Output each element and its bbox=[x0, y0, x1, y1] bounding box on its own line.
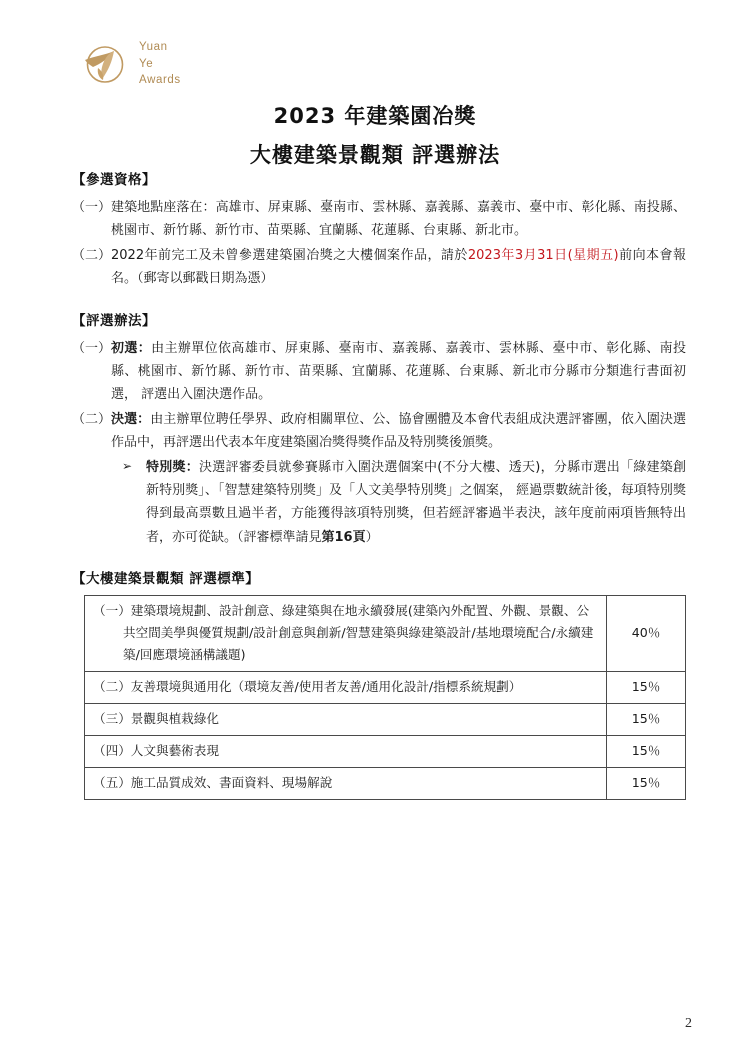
eligibility-deadline-date: 2023年3月31日(星期五) bbox=[467, 248, 619, 264]
special-award-label: 特別獎： bbox=[146, 460, 199, 476]
eligibility-item-2-text-before: 2022年前完工及未曾參選建築園冶獎之大樓個案作品，請於 bbox=[111, 248, 468, 264]
criteria-row-5-weight: 15％ bbox=[607, 767, 686, 799]
eligibility-item-2 bbox=[72, 244, 686, 290]
section-heading-criteria: 【大樓建築景觀類 評選標準】 bbox=[72, 570, 260, 587]
document-body bbox=[72, 168, 686, 800]
method-item-2-description: 由主辦單位聘任學界、政府相關單位、公、協會團體及本會代表組成決選評審團，依入圍決選作品中，再評選出代表本年度建築園冶獎得獎作品及特別獎後頒獎。 bbox=[111, 411, 686, 450]
yuan-ye-awards-emblem-icon bbox=[78, 38, 130, 90]
eligibility-item-1 bbox=[72, 196, 686, 242]
criteria-row-2-text: 友善環境與通用化（環境友善/使用者友善/通用化設計/指標系統規劃） bbox=[130, 678, 522, 694]
criteria-row-1-text: 建築環境規劃、設計創意、綠建築與在地永續發展(建築內外配置、外觀、景觀、公共空間美學與優質規劃/設計創意與創新/智慧建築與綠建築設計/基地環境配合/永續建築/回應環境涵構議題) bbox=[123, 602, 594, 662]
criteria-row-3-text: 景觀與植栽綠化 bbox=[130, 710, 219, 726]
method-item-1-text bbox=[111, 337, 686, 406]
criteria-row-4-description bbox=[85, 735, 607, 767]
criteria-row-1-description bbox=[85, 595, 607, 671]
eligibility-item-1-text: 建築地點座落在：高雄市、屏東縣、臺南市、雲林縣、嘉義縣、嘉義市、臺中市、彰化縣、南投縣、桃園市、新竹縣、新竹市、苗栗縣、宜蘭縣、花蓮縣、台東縣、新北市。 bbox=[111, 200, 686, 239]
criteria-row-4-text: 人文與藝術表現 bbox=[130, 742, 219, 758]
criteria-row-3-marker: （三） bbox=[93, 710, 131, 726]
criteria-row-5-description bbox=[85, 767, 607, 799]
criteria-row-3-description bbox=[85, 703, 607, 735]
logo-wordmark bbox=[139, 39, 181, 89]
arrow-bullet-icon: ➢ bbox=[122, 459, 133, 474]
criteria-row-2-marker: （二） bbox=[93, 678, 131, 694]
special-award-text-before: 決選評審委員就參賽縣市入圍決選個案中(不分大樓、透天)，分縣市選出「綠建築創新特別獎」、「智慧建築特別獎」及「人文美學特別獎」之個案， 經過票數統計後，每項特別獎得到最高票數且過半者，方能獲得該項特別獎，但若經評審過半表決，該年度前兩項皆無特出者，亦可從缺。（評審標準請見 bbox=[146, 460, 686, 545]
eligibility-item-2-marker: （二） bbox=[72, 248, 112, 264]
method-item-1 bbox=[72, 337, 686, 406]
logo-word-line-1: Yuan bbox=[139, 40, 168, 53]
method-item-1-marker: （一） bbox=[72, 340, 112, 356]
table-row bbox=[85, 595, 686, 671]
method-item-1-description: 由主辦單位依高雄市、屏東縣、臺南市、嘉義縣、嘉義市、雲林縣、臺中市、彰化縣、南投縣、桃園市、新竹縣、新竹市、苗栗縣、宜蘭縣、花蓮縣、台東縣、新北市分縣市分類進行書面初選， 評選出入圍決選作品。 bbox=[111, 340, 686, 402]
eligibility-item-2-text-after: 前向本會報名。（郵寄以郵戳日期為憑） bbox=[111, 248, 686, 287]
table-row bbox=[85, 671, 686, 703]
criteria-row-2-description bbox=[85, 671, 607, 703]
criteria-table-wrapper bbox=[84, 595, 686, 800]
table-row bbox=[85, 735, 686, 767]
page-title-line-2: 大樓建築景觀類 評選辦法 bbox=[249, 143, 501, 167]
method-item-2-marker: （二） bbox=[72, 411, 112, 427]
criteria-row-4-weight: 15％ bbox=[607, 735, 686, 767]
page-title-line-1: 2023 年建築園冶獎 bbox=[273, 104, 477, 128]
special-award-text-after: ） bbox=[365, 529, 379, 545]
criteria-row-5-marker: （五） bbox=[93, 774, 131, 790]
special-award-text bbox=[146, 456, 686, 549]
criteria-table bbox=[84, 595, 686, 800]
page-title bbox=[0, 100, 750, 169]
criteria-row-5-text: 施工品質成效、書面資料、現場解說 bbox=[130, 774, 333, 790]
section-heading-eligibility: 【參選資格】 bbox=[72, 172, 156, 188]
table-row bbox=[85, 767, 686, 799]
method-item-1-label: 初選： bbox=[111, 340, 152, 356]
method-item-2-label: 決選： bbox=[111, 411, 151, 427]
page-number: 2 bbox=[685, 1016, 692, 1031]
special-award-page-reference: 第16頁 bbox=[321, 529, 366, 545]
brand-logo bbox=[78, 38, 181, 90]
eligibility-item-2-text bbox=[111, 244, 686, 290]
criteria-row-1-marker: （一） bbox=[93, 602, 131, 618]
table-row bbox=[85, 703, 686, 735]
special-award-item bbox=[122, 456, 686, 549]
section-heading-method: 【評選辦法】 bbox=[72, 312, 156, 329]
criteria-row-4-marker: （四） bbox=[93, 742, 131, 758]
method-item-2 bbox=[72, 408, 686, 454]
eligibility-item-1-marker: （一） bbox=[72, 200, 112, 215]
logo-word-line-3: Awards bbox=[139, 74, 181, 87]
criteria-row-2-weight: 15％ bbox=[607, 671, 686, 703]
criteria-row-3-weight: 15％ bbox=[607, 703, 686, 735]
logo-word-line-2: Ye bbox=[139, 57, 154, 70]
method-item-2-text bbox=[111, 408, 686, 454]
criteria-row-1-weight: 40％ bbox=[607, 595, 686, 671]
